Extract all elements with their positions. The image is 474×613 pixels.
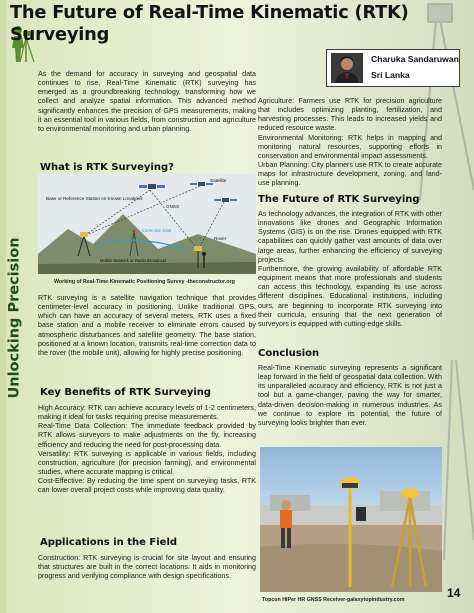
title-line-1: The Future of Real-Time Kinematic (RTK): [10, 2, 409, 23]
benefit-item: Versatility: RTK surveying is applicable in various fields, including construction, agriculture (for precision farming), and environmental studies, where accurate mapping is critical.: [38, 449, 256, 477]
benefits-section: [38, 387, 256, 496]
diagram-label-base-station: Base or Reference Station on Known Locations: [46, 196, 143, 201]
intro-section: [38, 70, 256, 134]
side-label-text: Unlocking Precision: [7, 237, 23, 399]
applications-section: [38, 537, 256, 581]
applications-heading: Applications in the Field: [40, 537, 178, 548]
diagram-label-satellite: Satellite: [210, 178, 227, 183]
benefit-item: High Accuracy: RTK can achieve accuracy levels of 1-2 centimeters, making it ideal for tasks requiring precise measurements.: [38, 404, 256, 422]
what-heading: What is RTK Surveying?: [40, 162, 174, 173]
page-number: 14: [447, 586, 461, 600]
diagram-label-network: Mobile Network or Radio Broadcast: [100, 258, 166, 263]
side-label: [4, 228, 26, 408]
author-country: Sri Lanka: [371, 70, 410, 80]
gnss-receiver-photo: [260, 447, 442, 592]
what-paragraph: RTK surveying is a satellite navigation technique that provides centimeter-level accuracy in positioning. Unlike traditional GPS, which can have an accuracy of several meters, RTK uses a fixed base station and a mobile receiver to eliminate errors caused by atmospheric disturbances and satellite geometry. The base station, positioned at a known location, transmits real-time correction data to the rover (the mobile unit), allowing for highly precise positioning.: [38, 294, 256, 357]
future-heading: The Future of RTK Surveying: [258, 194, 420, 205]
what-body-section: [38, 294, 256, 358]
diagram-label-correction: Correction Data: [142, 228, 172, 233]
photo-caption: Topcon HiPer HR GNSS Receiver-galaxytopindustry.com: [262, 597, 405, 603]
rtk-diagram: [38, 174, 256, 274]
what-section-heading-wrap: [38, 162, 256, 174]
future-paragraph-2: Furthermore, the growing availability of affordable RTK equipment means that more professionals and students can access this technology, expanding its use across different disciplines. Educational institutions, including ours, are beginning to incorporate RTK surveying into their curricula, ensuring that the next generation of surveyors is equipped with cutting-edge skills.: [258, 264, 442, 328]
future-paragraph-1: As technology advances, the integration of RTK with other innovations like drones and Geographic Information Systems (GIS) is on the rise. Drones equipped with RTK capabilities can quickly gather vast amounts of data over large areas, further enhancing the efficiency of surveying projects.: [258, 210, 442, 264]
diagram-caption: Working of Real-Time Kinematic Positioning Survey -theconstructor.org: [54, 279, 235, 285]
author-avatar: [331, 53, 363, 83]
title-line-2: Surveying: [10, 24, 110, 45]
future-section: [258, 194, 442, 329]
conclusion-section: [258, 348, 442, 428]
benefit-item: Cost-Effective: By reducing the time spent on surveying tasks, RTK can lower overall project costs while improving data quality.: [38, 477, 256, 495]
rtk-diagram-figure: [38, 174, 256, 274]
author-box: [326, 49, 460, 87]
diagram-label-gnss: GNSS: [166, 204, 180, 209]
applications-paragraph: Construction: RTK surveying is crucial for site layout and ensuring that structures are built in the correct locations. It aids in monitoring progress and verifying compliance with design specifications.: [38, 554, 256, 581]
diagram-label-rover: Rover: [214, 236, 227, 241]
application-item: Environmental Monitoring: RTK helps in mapping and monitoring natural resources, supporting efforts in conservation and environmental impact assessments.: [258, 133, 442, 160]
conclusion-heading: Conclusion: [258, 348, 320, 359]
article-title: [10, 2, 450, 46]
benefits-heading: Key Benefits of RTK Surveying: [40, 387, 212, 398]
application-item: Agriculture: Farmers use RTK for precision agriculture that includes optimizing planting, fertilization, and harvesting processes. This leads to increased yields and reduced resource waste.: [258, 97, 442, 133]
applications-more-section: [258, 97, 442, 189]
application-item: Urban Planning: City planners use RTK to create accurate maps for infrastructure development, zoning, and land-use planning.: [258, 161, 442, 188]
benefit-item: Real-Time Data Collection: The immediate feedback provided by RTK allows surveyors to make adjustments on the fly, increasing efficiency and reducing the need for post-processing data.: [38, 422, 256, 449]
conclusion-paragraph: Real-Time Kinematic surveying represents a significant leap forward in the field of geospatial data collection. With its unparalleled accuracy and efficiency, RTK is not just a tool but a game-changer, paving the way for smarter, data-driven decision-making in numerous industries. As we continue to explore its potential, the future of surveying looks brighter than ever.: [258, 364, 442, 427]
intro-paragraph: As the demand for accuracy in surveying and geospatial data continues to rise, Real-Time Kinematic (RTK) surveying has emerged as a groundbreaking technology, transforming how we collect and analyze spatial information. This advanced method significantly enhances the precision of GPS measurements, making it an essential tool in various fields, from construction and agriculture to environmental monitoring and urban planning.: [38, 70, 256, 133]
author-name: Charuka Sandaruwan: [371, 54, 459, 64]
